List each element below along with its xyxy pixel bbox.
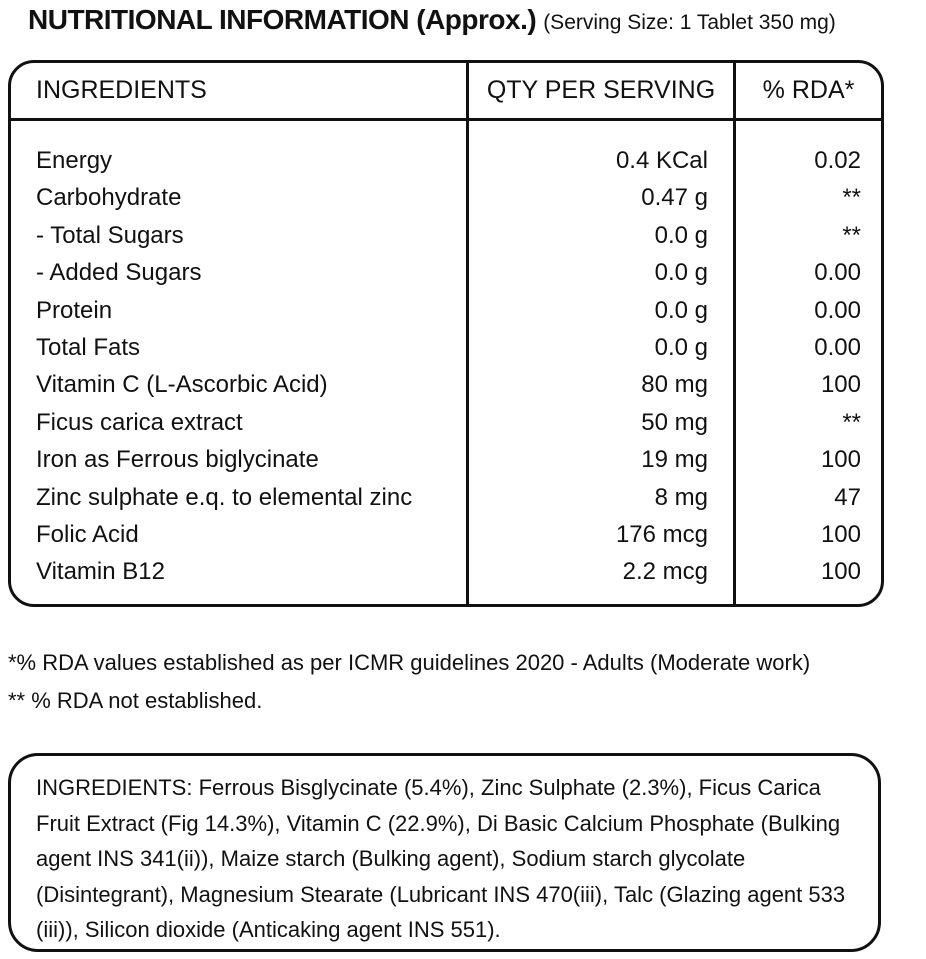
column-header-ingredients: INGREDIENTS xyxy=(36,76,207,104)
qty-cell: 50 mg xyxy=(466,404,736,441)
ingredients-text: INGREDIENTS: Ferrous Bisglycinate (5.4%), Zinc Sulphate (2.3%), Ficus Carica Fruit Extract (Fig 14.3%), Vitamin C (22.9%), Di Basic Calcium Phosphate (Bulking agent INS 341(ii)), Maize starch (Bulking agent), Sodium starch glycolate (Disintegrant), Magnesium Stearate (Lubricant INS 470(iii), Talc (Glazing agent 533 (iii)), Silicon dioxide (Anticaking agent INS 551). xyxy=(36,775,846,942)
qty-cell: 0.0 g xyxy=(466,329,736,366)
table-row xyxy=(11,441,881,478)
ingredient-cell: Ficus carica extract xyxy=(36,408,243,436)
ingredient-cell: - Added Sugars xyxy=(36,259,202,287)
ingredient-cell: Vitamin C (L-Ascorbic Acid) xyxy=(36,371,328,399)
qty-cell: 0.0 g xyxy=(466,217,736,254)
ingredient-cell: Protein xyxy=(36,296,113,324)
footnotes xyxy=(8,644,810,720)
column-header-qty-per-serving: QTY PER SERVING xyxy=(466,63,736,118)
table-row xyxy=(11,366,881,403)
footnote-rda-source: *% RDA values established as per ICMR guidelines 2020 - Adults (Moderate work) xyxy=(8,650,811,675)
qty-cell: 19 mg xyxy=(466,441,736,478)
qty-cell: 8 mg xyxy=(466,479,736,516)
qty-cell: 80 mg xyxy=(466,366,736,403)
ingredient-cell: Vitamin B12 xyxy=(36,558,165,586)
table-header-row xyxy=(11,63,881,121)
rda-cell: 100 xyxy=(820,446,861,474)
column-header-rda: % RDA* xyxy=(762,76,855,104)
rda-cell: ** xyxy=(842,221,861,249)
qty-cell: 0.4 KCal xyxy=(466,142,736,179)
table-row xyxy=(11,329,881,366)
qty-cell: 0.0 g xyxy=(466,292,736,329)
ingredient-cell: Zinc sulphate e.q. to elemental zinc xyxy=(36,483,413,511)
table-row xyxy=(11,142,881,179)
title-main: NUTRITIONAL INFORMATION (Approx.) xyxy=(28,4,537,35)
ingredient-cell: Total Fats xyxy=(36,334,141,362)
rda-cell: 100 xyxy=(820,558,861,586)
table-row xyxy=(11,292,881,329)
table-spacer-row xyxy=(11,121,881,142)
ingredient-cell: Carbohydrate xyxy=(36,184,182,212)
ingredient-cell: - Total Sugars xyxy=(36,221,184,249)
qty-cell: 176 mcg xyxy=(466,516,736,553)
rda-cell: 100 xyxy=(820,521,861,549)
title-serving-size: (Serving Size: 1 Tablet 350 mg) xyxy=(543,11,836,34)
table-row xyxy=(11,516,881,553)
qty-cell: 0.0 g xyxy=(466,254,736,291)
table-row xyxy=(11,217,881,254)
rda-cell: 0.00 xyxy=(814,296,861,324)
rda-cell: 0.00 xyxy=(814,259,861,287)
nutrition-table xyxy=(8,60,884,607)
ingredient-cell: Folic Acid xyxy=(36,521,139,549)
table-row xyxy=(11,553,881,590)
qty-cell: 0.47 g xyxy=(466,179,736,216)
footnote-rda-not-established: ** % RDA not established. xyxy=(8,688,263,713)
table-body xyxy=(11,121,881,604)
rda-cell: ** xyxy=(842,184,861,212)
table-row xyxy=(11,479,881,516)
table-row xyxy=(11,404,881,441)
rda-cell: 47 xyxy=(834,483,861,511)
table-row xyxy=(11,179,881,216)
rda-cell: 100 xyxy=(820,371,861,399)
page-title xyxy=(28,4,836,36)
ingredient-cell: Energy xyxy=(36,147,113,174)
rda-cell: 0.02 xyxy=(814,147,861,174)
qty-cell: 2.2 mcg xyxy=(466,553,736,590)
table-row xyxy=(11,254,881,291)
rda-cell: ** xyxy=(842,408,861,436)
rda-cell: 0.00 xyxy=(814,334,861,362)
ingredient-cell: Iron as Ferrous biglycinate xyxy=(36,446,319,474)
table-filler-row xyxy=(11,591,881,604)
ingredients-box xyxy=(8,753,881,952)
